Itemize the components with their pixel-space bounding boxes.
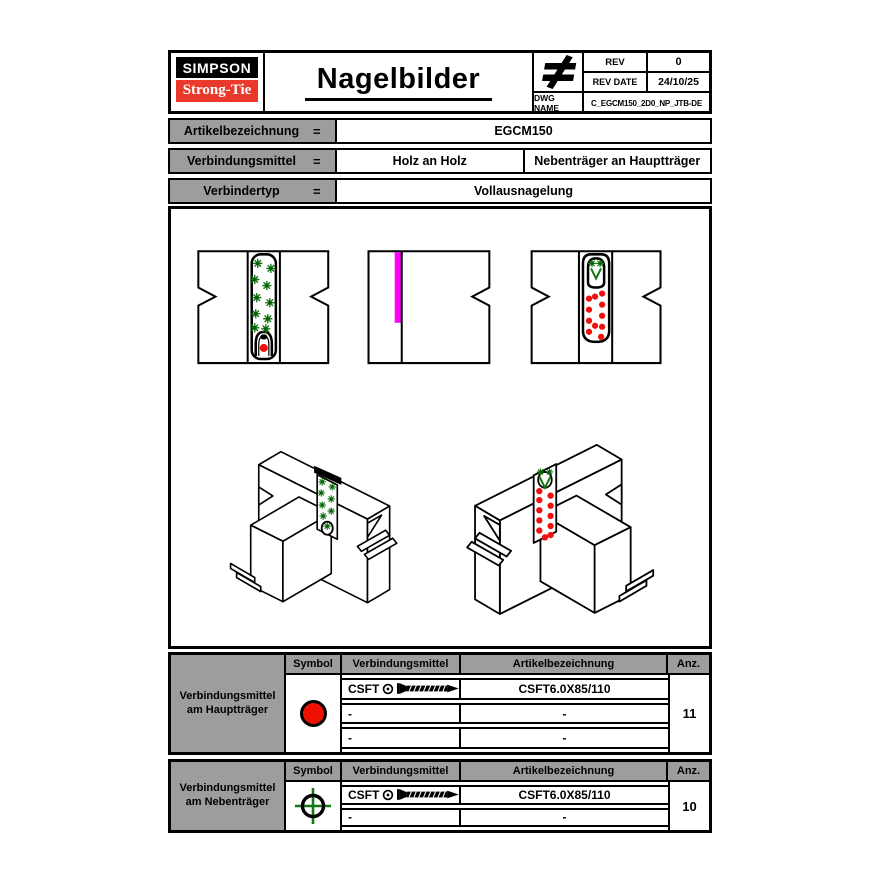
rev-label: REV — [584, 53, 648, 73]
table-row-label: Verbindungsmittel am Nebenträger — [171, 762, 286, 830]
info-label-text: Verbindungsmittel — [186, 154, 297, 168]
info-row-artikelbezeichnung — [168, 118, 712, 144]
anzahl-value: 10 — [668, 782, 709, 830]
symbol-cell — [286, 675, 342, 752]
screw-icon — [397, 682, 459, 695]
symbol-cell — [286, 782, 342, 830]
header-verbindungsmittel: Verbindungsmittel — [342, 655, 461, 673]
logo-cell — [171, 53, 265, 111]
rev-date-label: REV DATE — [584, 73, 648, 93]
drawing-area — [168, 206, 712, 649]
fastener-name: - — [342, 810, 461, 826]
title-cell — [265, 53, 534, 111]
artikel-value: - — [562, 731, 567, 746]
nail-pattern-drawings — [171, 209, 709, 646]
fastener-table-nebentraeger — [168, 759, 712, 833]
table-row — [342, 785, 668, 805]
front-view-green-nails — [198, 251, 328, 363]
torx-drive-icon — [382, 789, 394, 801]
artikel-value: CSFT6.0X85/110 — [518, 681, 611, 696]
not-equal-logo-icon — [535, 53, 581, 91]
artikel-value: - — [562, 810, 567, 825]
page-title: Nagelbilder — [305, 63, 492, 101]
verbindungsmittel-value-2: Nebenträger an Hauptträger — [523, 150, 711, 172]
side-view-plate-highlight — [369, 251, 490, 363]
iso-view-green-nails — [231, 452, 397, 603]
table-row-label: Verbindungsmittel am Hauptträger — [171, 655, 286, 752]
artikel-value: - — [562, 706, 567, 721]
revision-block — [534, 53, 709, 111]
fastener-name: - — [342, 705, 461, 723]
verbindertyp-value: Vollausnagelung — [473, 184, 574, 198]
fastener-name: CSFT — [348, 787, 380, 802]
iso-view-red-nails — [467, 445, 653, 614]
nebentraeger-nail-symbol-icon — [293, 786, 333, 826]
artikelbezeichnung-value: EGCM150 — [494, 124, 553, 138]
header-verbindungsmittel: Verbindungsmittel — [342, 762, 461, 780]
dwg-name-value: C_EGCM150_2D0_NP_JTB-DE — [590, 98, 702, 108]
header-anzahl: Anz. — [676, 658, 701, 670]
header-artikelbezeichnung: Artikelbezeichnung — [461, 762, 668, 780]
strongtie-logo: Strong-Tie — [176, 80, 258, 102]
table-row — [342, 727, 668, 749]
screw-icon — [397, 788, 459, 801]
table-row — [342, 703, 668, 725]
torx-drive-icon — [382, 683, 394, 695]
fastener-table-haupttraeger — [168, 652, 712, 755]
front-view-red-nails — [532, 251, 661, 363]
header-symbol: Symbol — [286, 655, 342, 673]
equals-sign: = — [313, 123, 321, 139]
rev-value: 0 — [648, 53, 709, 73]
title-block — [168, 50, 712, 114]
anzahl-value: 11 — [668, 675, 709, 752]
fastener-name: CSFT — [348, 681, 380, 696]
header-symbol: Symbol — [286, 762, 342, 780]
header-artikelbezeichnung: Artikelbezeichnung — [461, 655, 668, 673]
info-row-verbindungsmittel — [168, 148, 712, 174]
table-row — [342, 678, 668, 700]
connector-logo-cell — [534, 53, 584, 93]
fastener-name: - — [342, 729, 461, 747]
drawing-sheet — [168, 50, 712, 833]
table-header-row — [286, 655, 709, 675]
simpson-logo: SIMPSON — [176, 57, 258, 78]
equals-sign: = — [313, 183, 321, 199]
artikel-value: CSFT6.0X85/110 — [518, 787, 611, 802]
info-row-verbindertyp — [168, 178, 712, 204]
info-label-text: Artikelbezeichnung — [183, 124, 300, 138]
haupttraeger-nail-symbol-icon — [300, 700, 327, 727]
verbindungsmittel-value-1: Holz an Holz — [392, 154, 467, 168]
rev-date-value: 24/10/25 — [648, 73, 709, 93]
info-label-text: Verbindertyp — [203, 184, 280, 198]
dwg-name-label: DWG NAME — [534, 93, 584, 113]
table-row — [342, 808, 668, 828]
equals-sign: = — [313, 153, 321, 169]
header-anzahl: Anz. — [676, 765, 701, 777]
table-header-row — [286, 762, 709, 782]
